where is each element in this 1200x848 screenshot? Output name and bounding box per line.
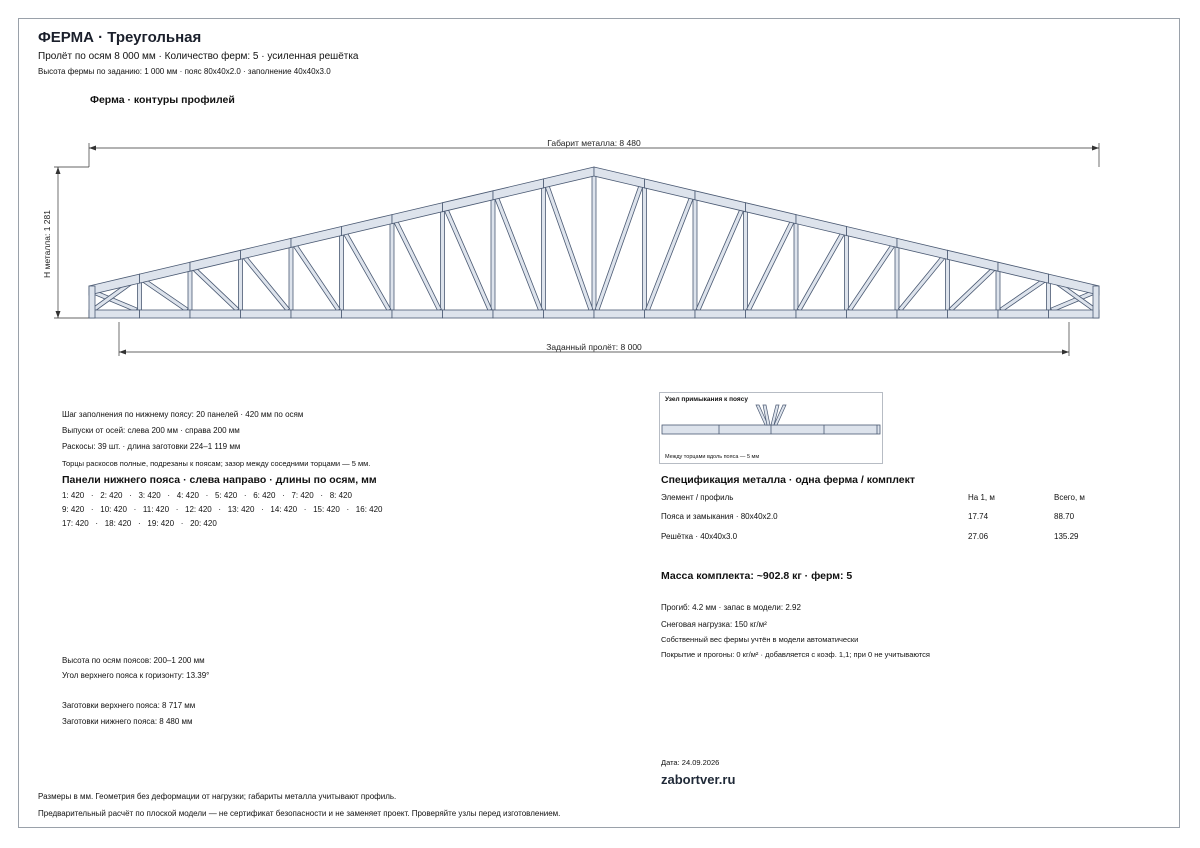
top-chord-segment — [493, 179, 544, 200]
dim-arrow — [1062, 350, 1069, 355]
spec-header-element: Элемент / профиль — [661, 493, 734, 502]
node-inset-drawing — [660, 393, 882, 463]
header-line-1: Пролёт по осям 8 000 мм · Количество ферм: 5 · усиленная решётка — [38, 51, 359, 62]
truss-diagonal-brace — [393, 219, 441, 311]
truss-diagonal-brace — [292, 243, 340, 311]
bottom-chord-segment — [645, 310, 696, 318]
truss-vertical-post — [895, 244, 899, 310]
truss-vertical-post — [138, 280, 142, 311]
spec-row-web-per-one: 27.06 — [968, 532, 989, 541]
truss-vertical-post — [390, 220, 394, 310]
truss-vertical-post — [996, 268, 1000, 310]
bottom-chord-segment — [847, 310, 898, 318]
overall-width-label: Габарит металла: 8 480 — [547, 138, 641, 148]
load-line-1: Прогиб: 4.2 мм · запас в модели: 2.92 — [661, 603, 801, 612]
truss-vertical-post — [643, 184, 647, 310]
top-chord-segment — [544, 167, 595, 188]
param-line-1: Шаг заполнения по нижнему поясу: 20 панелей · 420 мм по осям — [62, 410, 304, 419]
top-chord-segment — [645, 179, 696, 200]
truss-diagonal-brace — [646, 195, 694, 310]
footer-note-1: Размеры в мм. Геометрия без деформации от нагрузки; габариты металла учитывают профиль. — [38, 792, 397, 801]
header-line-2: Высота фермы по заданию: 1 000 мм · пояс 80х40х2.0 · заполнение 40х40х3.0 — [38, 67, 331, 76]
spec-row-chords-total: 88.70 — [1054, 512, 1075, 521]
angle-line: Угол верхнего пояса к горизонту: 13.39° — [62, 671, 210, 680]
truss-vertical-post — [693, 196, 697, 310]
bottom-chord-segment — [695, 310, 746, 318]
top-chord-segment — [998, 262, 1049, 283]
footer-note-2: Предварительный расчёт по плоской модели — не сертификат безопасности и не заменяет проект. Проверяйте узлы перед изготовлением. — [38, 809, 561, 818]
bottom-chord-segment — [443, 310, 494, 318]
truss-diagonal-brace — [848, 243, 896, 311]
param-line-4: Торцы раскосов полные, подрезаны к поясам; зазор между соседними торцами — 5 мм. — [62, 459, 371, 468]
truss-diagonal-brace — [595, 184, 643, 311]
dim-arrow — [89, 146, 96, 151]
load-line-4: Покрытие и прогоны: 0 кг/м² · добавляется с коэф. 1,1; при 0 не учитываются — [661, 650, 930, 659]
param-line-3: Раскосы: 39 шт. · длина заготовки 224–1 119 мм — [62, 442, 241, 451]
bottom-chord-segment — [796, 310, 847, 318]
bottom-chord-segment — [897, 310, 948, 318]
top-chord-segment — [594, 167, 645, 188]
truss-vertical-post — [946, 256, 950, 310]
node-inset-note: Между торцами вдоль пояса — 5 мм — [665, 454, 760, 460]
bottom-chord-segment — [342, 310, 393, 318]
truss-vertical-post — [239, 256, 243, 310]
panels-row-3: 17: 420 · 18: 420 · 19: 420 · 20: 420 — [62, 519, 217, 528]
truss-profiles — [89, 167, 1099, 318]
bottom-chord-segment — [948, 310, 999, 318]
truss-vertical-post — [542, 184, 546, 310]
truss-diagonal-brace — [192, 266, 239, 311]
bottom-chord-segment — [493, 310, 544, 318]
bottom-chord-segment — [241, 310, 292, 318]
top-chord-segment — [847, 227, 898, 248]
panels-title: Панели нижнего пояса · слева направо · длины по осям, мм — [62, 474, 377, 486]
spec-row-web-total: 135.29 — [1054, 532, 1079, 541]
dim-arrow — [1092, 146, 1099, 151]
top-chord-segment — [241, 238, 292, 259]
top-chord-segment — [948, 250, 999, 271]
truss-diagonal-brace — [1000, 278, 1047, 312]
truss-vertical-post — [441, 208, 445, 310]
top-chord-segment — [392, 203, 443, 224]
date-label: Дата: 24.09.2026 — [661, 758, 720, 767]
truss-diagonal-brace — [949, 266, 996, 311]
truss-vertical-post — [744, 208, 748, 310]
top-chord-segment — [140, 262, 191, 283]
bottom-chord-segment — [89, 310, 140, 318]
drawing-caption: Ферма · контуры профилей — [90, 94, 235, 106]
spec-row-chords-per-one: 17.74 — [968, 512, 989, 521]
truss-vertical-post — [188, 268, 192, 310]
span-label: Заданный пролёт: 8 000 — [546, 342, 642, 352]
brand-link[interactable]: zabortver.ru — [661, 772, 736, 787]
dim-arrow — [56, 167, 61, 174]
bottom-chord-segment — [594, 310, 645, 318]
node-inset-title: Узел примыкания к поясу — [665, 396, 748, 403]
load-line-2: Снеговая нагрузка: 150 кг/м² — [661, 620, 767, 629]
dim-arrow — [119, 350, 126, 355]
top-chord-segment — [190, 250, 241, 271]
bottom-chord-segment — [392, 310, 443, 318]
truss-vertical-post — [340, 232, 344, 310]
spec-header-total: Всего, м — [1054, 493, 1085, 502]
bottom-chord-segment — [190, 310, 241, 318]
end-closer-left — [89, 286, 95, 318]
end-closer-right — [1093, 286, 1099, 318]
page-title: ФЕРМА · Треугольная — [38, 29, 202, 46]
spec-header-per-one: На 1, м — [968, 493, 995, 502]
truss-diagonal-brace — [797, 231, 845, 311]
panels-row-1: 1: 420 · 2: 420 · 3: 420 · 4: 420 · 5: 420 · 6: 420 · 7: 420 · 8: 420 — [62, 491, 352, 500]
bottom-chord-segment — [1049, 310, 1100, 318]
top-chord-segment — [796, 215, 847, 236]
load-line-3: Собственный вес фермы учтён в модели автоматически — [661, 635, 859, 644]
spec-row-chords-name: Пояса и замыкания · 80х40х2.0 — [661, 512, 778, 521]
truss-diagonal-brace — [242, 254, 290, 311]
bottom-chord-segment — [291, 310, 342, 318]
truss-diagonal-brace — [141, 278, 188, 312]
truss-diagonal-brace — [696, 207, 744, 311]
dim-arrow — [56, 311, 61, 318]
bottom-chord-segment — [140, 310, 191, 318]
truss-drawing — [0, 0, 1200, 370]
kit-mass: Масса комплекта: ~902.8 кг · ферм: 5 — [661, 570, 853, 582]
param-line-2: Выпуски от осей: слева 200 мм · справа 200 мм — [62, 426, 240, 435]
bottom-blanks-line: Заготовки нижнего пояса: 8 480 мм — [62, 717, 193, 726]
truss-vertical-post — [794, 220, 798, 310]
truss-vertical-post — [592, 172, 596, 310]
truss-diagonal-brace — [747, 219, 795, 311]
top-chord-segment — [746, 203, 797, 224]
truss-diagonal-brace — [494, 195, 542, 310]
truss-diagonal-brace — [343, 231, 391, 311]
top-chord-segment — [342, 215, 393, 236]
node-detail-inset — [659, 392, 883, 464]
bottom-chord-segment — [998, 310, 1049, 318]
truss-diagonal-brace — [545, 184, 593, 311]
truss-diagonal-brace — [444, 207, 492, 311]
top-blanks-line: Заготовки верхнего пояса: 8 717 мм — [62, 701, 196, 710]
top-chord-segment — [695, 191, 746, 212]
truss-vertical-post — [491, 196, 495, 310]
panels-row-2: 9: 420 · 10: 420 · 11: 420 · 12: 420 · 13: 420 · 14: 420 · 15: 420 · 16: 420 — [62, 505, 383, 514]
spec-row-web-name: Решётка · 40х40х3.0 — [661, 532, 738, 541]
truss-vertical-post — [845, 232, 849, 310]
truss-diagonal-brace — [898, 254, 946, 311]
top-chord-segment — [291, 227, 342, 248]
heights-line: Высота по осям поясов: 200–1 200 мм — [62, 656, 205, 665]
truss-vertical-post — [1047, 280, 1051, 311]
spec-title: Спецификация металла · одна ферма / комплект — [661, 474, 916, 486]
truss-vertical-post — [289, 244, 293, 310]
top-chord-segment — [443, 191, 494, 212]
top-chord-segment — [897, 238, 948, 259]
height-label: Н металла: 1 281 — [42, 210, 52, 278]
bottom-chord-segment — [746, 310, 797, 318]
bottom-chord-segment — [544, 310, 595, 318]
